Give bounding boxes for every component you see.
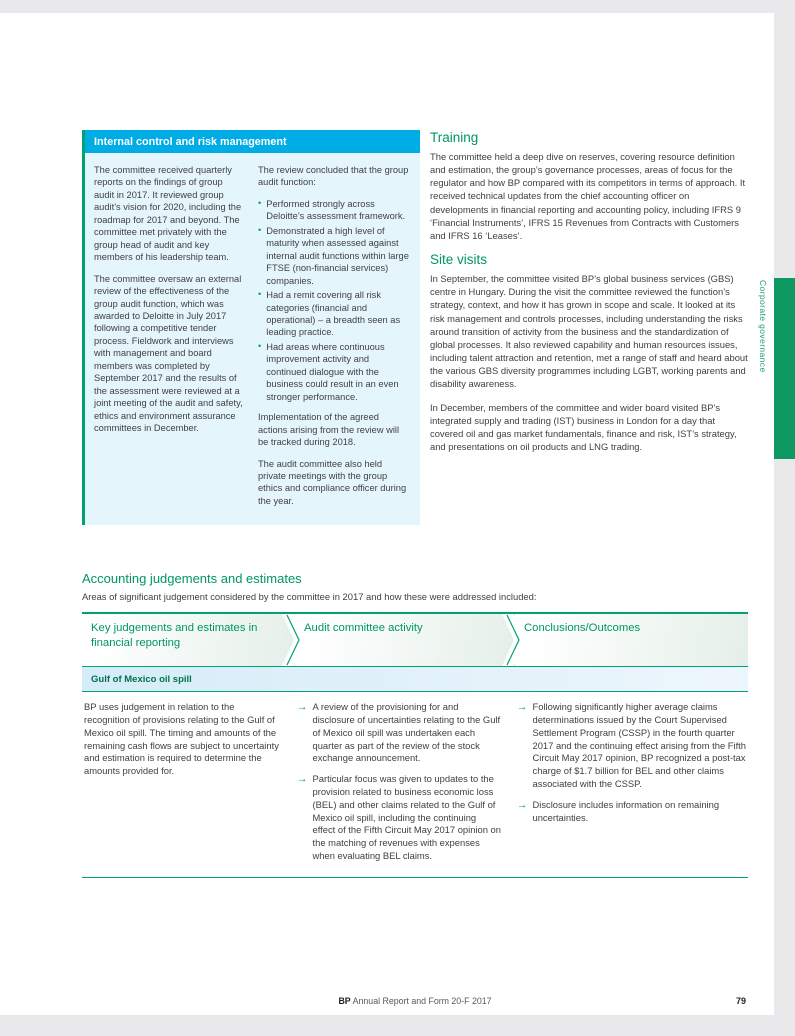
arrow-right-icon: → — [297, 773, 308, 786]
chevron-separator-icon — [282, 614, 308, 666]
table-header-conclusions: Conclusions/Outcomes — [515, 614, 748, 666]
list-item — [258, 341, 409, 403]
item-text: Particular focus was given to updates to the provision related to business economic loss (BEL) and other claims related to the Gulf of Mexico oil spill, including the continuing effect of the Fifth Circuit May 2017 opinion on the matching of revenues with expenses when evaluating BEL claims. — [312, 773, 501, 861]
document-page — [0, 13, 774, 1015]
infobox-title: Internal control and risk management — [85, 130, 420, 153]
table-section-gulf-of-mexico: Gulf of Mexico oil spill — [82, 667, 748, 692]
bullet-icon: • — [258, 224, 262, 235]
infobox-column-2 — [258, 164, 409, 507]
infobox-column-1 — [94, 164, 245, 507]
table-cell-committee-activity — [295, 701, 515, 862]
list-item — [258, 225, 409, 287]
site-visits-paragraph: In September, the committee visited BP’s global business services (GBS) centre in Hungary. During the visit the committee reviewed the function’s strategy, context, and how it has grown in scope and scale. It looked at its risk management and controls processes, including understanding the risks around transition of activity from the business and the standardization of global processes. It also reviewed capability and human resources issues, including talent attraction and retention, met a range of staff and heard about the various GBS diversity programmes including LGBT, working parents and disability awareness. — [430, 273, 748, 390]
table-cell-key-judgements — [82, 701, 295, 862]
arrow-right-icon: → — [517, 701, 528, 714]
accounting-section — [82, 571, 748, 877]
item-text: Following significantly higher average claims determinations issued by the Court Supervised Settlement Program (CSSP) in the fourth quarter 2017 and the continuing effect arising from the Fifth Circuit May 2017 opinion, BP recognized a post-tax charge of $1.7 billion for BEL and other claims associated with the CSSP. — [532, 701, 747, 790]
footer-title — [82, 996, 748, 1006]
accounting-intro: Areas of significant judgement considered by the committee in 2017 and how these were addressed included: — [82, 591, 537, 603]
bullet-icon: • — [258, 340, 262, 351]
infobox-paragraph: Implementation of the agreed actions arising from the review will be tracked during 2018. — [258, 412, 400, 448]
list-item — [517, 799, 746, 825]
bullet-text: Had a remit covering all risk categories (financial and operational) – a breadth seen as leading practice. — [266, 290, 401, 338]
internal-control-box — [82, 130, 420, 525]
footer-report-title: Annual Report and Form 20-F 2017 — [350, 996, 492, 1006]
table-header-committee-activity: Audit committee activity — [295, 614, 515, 666]
page-number: 79 — [735, 996, 746, 1006]
site-visits-heading: Site visits — [430, 252, 488, 268]
infobox-paragraph: The committee oversaw an external review of the effectiveness of the group audit function, which was awarded to Deloitte in July 2017 following a competitive tender process. Fieldwork and interviews with management and board members was completed by September 2017 and the results of the assessment were reviewed at a joint meeting of the audit and safety, ethics and environment assurance committees in December. — [94, 273, 243, 434]
footer-brand: BP — [338, 996, 351, 1006]
list-item — [517, 701, 746, 790]
table-header-row — [82, 612, 748, 667]
section-tab-label: Corporate governance — [758, 280, 768, 373]
item-text: A review of the provisioning for and disclosure of uncertainties relating to the Gulf of Mexico oil spill was undertaken each quarter as part of the review of the stock exchange announcement. — [312, 701, 501, 764]
infobox-intro: The review concluded that the group audit function: — [258, 165, 409, 188]
chevron-separator-icon — [502, 614, 528, 666]
training-paragraph: The committee held a deep dive on reserves, covering resource definition and estimation, the group’s governance processes, areas of focus for the regulator and how BP compared with its competitors in terms of approach. It received technical updates from the chief accounting officer on developments in financial reporting and accounting policy, including IFRS 9 ‘Financial Instruments’, IFRS 15 Revenues from Contracts with Customers and IFRS 16 ‘Leases’. — [430, 151, 746, 241]
bullet-icon: • — [258, 289, 262, 300]
infobox-body — [85, 153, 420, 525]
site-visits-paragraph: In December, members of the committee and wider board visited BP’s integrated supply and trading (IST) business in London for a day that covered oil and gas market fundamentals, finance and risk, IST’s strategy, and presentations on oil products and LNG trading. — [430, 401, 737, 452]
item-text: Disclosure includes information on remaining uncertainties. — [532, 798, 720, 823]
infobox-bullet-list — [258, 198, 409, 403]
arrow-right-icon: → — [517, 798, 528, 811]
page-content — [82, 130, 748, 878]
table-body-row — [82, 692, 748, 877]
list-item — [297, 773, 501, 862]
table-cell-conclusions — [515, 701, 748, 862]
page-footer — [82, 996, 748, 1006]
right-column — [430, 130, 748, 463]
list-item — [258, 289, 409, 339]
bullet-text: Performed strongly across Deloitte’s assessment framework. — [266, 198, 406, 222]
training-heading: Training — [430, 130, 479, 145]
infobox-paragraph: The audit committee also held private meetings with the group ethics and compliance officer during the year. — [258, 458, 407, 506]
accounting-heading: Accounting judgements and estimates — [82, 571, 302, 587]
judgements-table — [82, 612, 748, 877]
table-header-key-judgements: Key judgements and estimates in financial reporting — [82, 614, 295, 666]
section-tab-bar — [774, 278, 795, 459]
arrow-right-icon: → — [297, 701, 308, 714]
list-item — [297, 701, 501, 765]
bullet-icon: • — [258, 197, 262, 208]
bullet-text: Had areas where continuous improvement activity and continued dialogue with the business could result in an even stronger performance. — [266, 341, 399, 402]
cell-text: BP uses judgement in relation to the recognition of provisions relating to the Gulf of Mexico oil spill. The timing and amounts of the remaining cash flows are subject to uncertainty and estimation is required to determine the amounts provided for. — [84, 701, 279, 777]
list-item — [258, 198, 409, 223]
infobox-paragraph: The committee received quarterly reports on the findings of group audit in 2017. It reviewed group audit’s vision for 2020, including the roadmap for 2017 and beyond. The committee met privately with the group head of audit and key members of his leadership team. — [94, 165, 242, 263]
bullet-text: Demonstrated a high level of maturity when assessed against internal audit functions within large FTSE (non-financial services) companies. — [266, 225, 409, 286]
